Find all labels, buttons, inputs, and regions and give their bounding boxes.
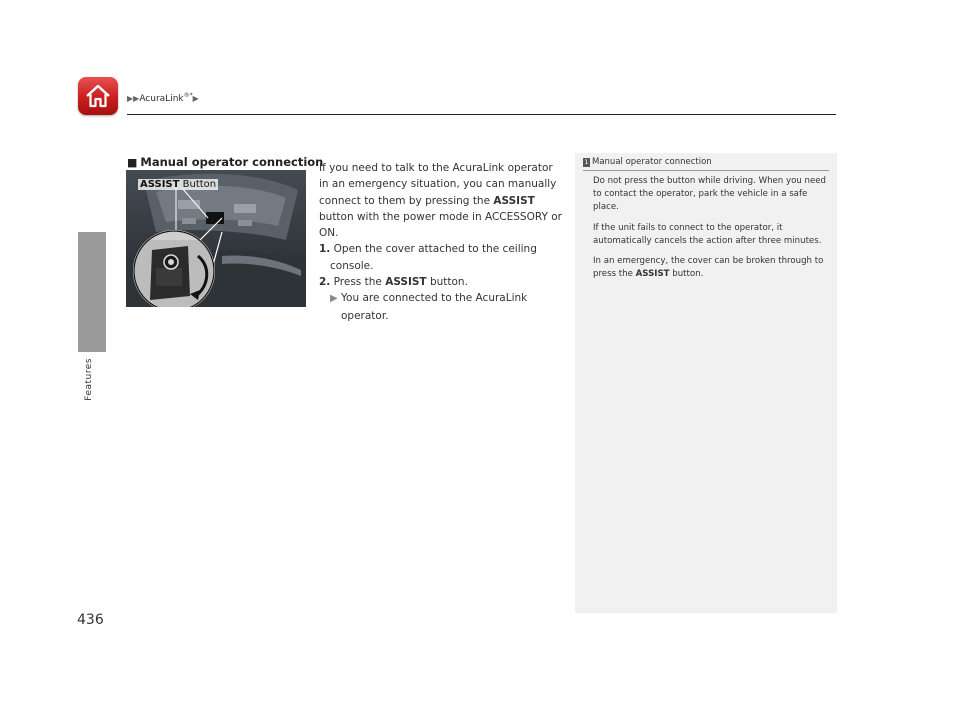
ceiling-console-illustration: [126, 170, 306, 307]
home-icon: [84, 83, 112, 109]
note-paragraph-1: Do not press the button while driving. When you need to contact the operator, park the vehicle in a safe place.: [593, 176, 826, 213]
figure-label: ASSIST Button: [140, 179, 217, 190]
section-heading: ■ Manual operator connection: [127, 155, 324, 169]
intro-paragraph: If you need to talk to the AcuraLink operator in an emergency situation, you can manually connect to them by pressing the ASSIST button with the power mode in ACCESSORY or ON.: [319, 162, 562, 240]
note-paragraph-3: In an emergency, the cover can be broken through to press the ASSIST button.: [593, 256, 824, 280]
breadcrumb-item-acuralink[interactable]: AcuraLink®*: [139, 92, 193, 104]
step-2-result: ▶ You are connected to the AcuraLink operator.: [330, 292, 528, 322]
note-body: [593, 175, 829, 288]
breadcrumb: [127, 92, 199, 104]
header-rule: [127, 114, 836, 115]
breadcrumb-arrow-icon: ▶▶: [127, 94, 140, 103]
note-heading: 1 Manual operator connection: [584, 157, 712, 167]
side-tab: [78, 232, 106, 352]
reference-icon: 1: [584, 158, 589, 166]
result-arrow-icon: ▶: [330, 293, 338, 305]
section-square-icon: ■: [127, 156, 138, 169]
side-label: Features: [84, 358, 94, 401]
step-2: 2. Press the ASSIST button.: [319, 276, 468, 289]
note-paragraph-2: If the unit fails to connect to the operator, it automatically cancels the action after three minutes.: [593, 222, 822, 246]
page-number: 436: [77, 612, 104, 628]
home-button[interactable]: [78, 77, 118, 115]
assist-button-figure: [126, 170, 306, 307]
step-1: 1. Open the cover attached to the ceiling console.: [319, 243, 537, 272]
note-rule: [583, 170, 829, 171]
breadcrumb-arrow-icon: ▶: [192, 94, 199, 103]
note-box: [575, 153, 837, 613]
body-text: [319, 160, 565, 324]
